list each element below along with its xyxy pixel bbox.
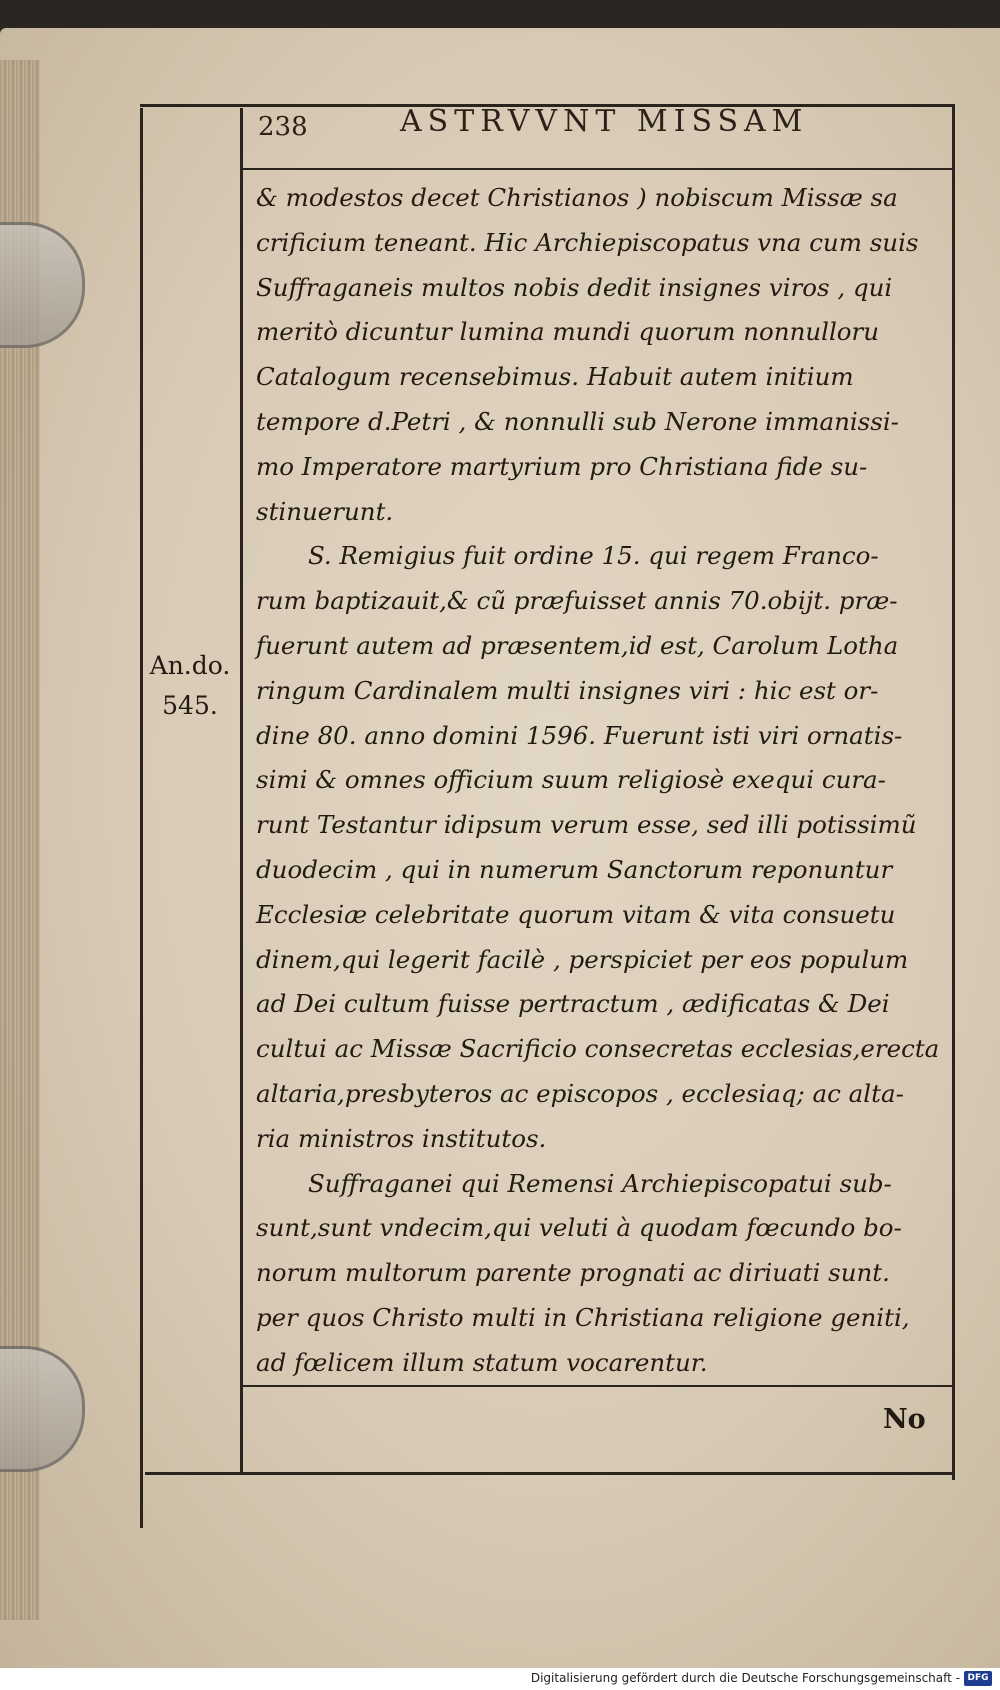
text-line: norum multorum parente prognati ac diriuati sunt.	[256, 1258, 890, 1288]
text-line: Suffraganei qui Remensi Archiepiscopatui sub-	[308, 1168, 892, 1198]
text-line: dinem,qui legerit facilè , perspiciet per eos populum	[256, 944, 909, 974]
text-line: altaria,presbyteros ac episcopos , ecclesiaq; ac alta-	[256, 1078, 904, 1108]
text-line: runt Testantur idipsum verum esse, sed illi potissimũ	[256, 810, 917, 840]
text-line: stinuerunt.	[256, 496, 394, 526]
text-line: ria ministros institutos.	[256, 1123, 547, 1153]
text-line: Suffraganeis multos nobis dedit insignes viros , qui	[256, 272, 893, 302]
dfg-logo: DFG	[964, 1671, 992, 1686]
page-number: 238	[258, 112, 308, 142]
text-line: dine 80. anno domini 1596. Fuerunt isti viri ornatis-	[256, 720, 903, 750]
frame-bottom-rule	[145, 1472, 955, 1475]
text-line: ad Dei cultum fuisse pertractum , ædificatas & Dei	[256, 989, 890, 1019]
text-line: & modestos decet Christianos ) nobiscum Missæ sa	[256, 183, 898, 212]
text-line: Catalogum recensebimus. Habuit autem initium	[256, 362, 854, 392]
header-rule	[243, 168, 952, 170]
text-line: Ecclesiæ celebritate quorum vitam & vita consuetu	[256, 899, 896, 929]
catchword: No	[883, 1404, 926, 1435]
text-line: rum baptizauit,& cũ præfuisset annis 70.obijt. præ-	[256, 586, 898, 616]
frame-right-rule	[952, 105, 955, 1480]
text-line: fuerunt autem ad præsentem,id est, Carolum Lotha	[256, 630, 899, 660]
text-line: ringum Cardinalem multi insignes viri : hic est or-	[256, 675, 879, 705]
text-line: mo Imperatore martyrium pro Christiana fide su-	[256, 451, 868, 481]
footer-credit: Digitalisierung gefördert durch die Deutsche Forschungsgemeinschaft -	[530, 1671, 960, 1685]
text-line: simi & omnes officium suum religiosè exequi cura-	[256, 765, 886, 795]
frame-left-rule	[140, 108, 143, 1528]
text-line: per quos Christo multi in Christiana religione geniti,	[256, 1302, 910, 1332]
margin-note	[140, 646, 240, 726]
text-line: duodecim , qui in numerum Sanctorum reponuntur	[256, 854, 893, 884]
body-text	[256, 176, 950, 1386]
margin-note-line: An.do.	[149, 651, 231, 680]
text-line: meritò dicuntur lumina mundi quorum nonnulloru	[256, 317, 880, 347]
text-line: cultui ac Missæ Sacrificio consecretas ecclesias,erecta	[256, 1034, 940, 1064]
margin-note-line: 545.	[162, 691, 218, 720]
text-line: ad fœlicem illum statum vocarentur.	[256, 1347, 708, 1377]
frame-inner-left-rule	[240, 108, 243, 1473]
running-head: ASTRVVNT MISSAM	[400, 104, 809, 139]
text-line: sunt,sunt vndecim,qui veluti à quodam fœcundo bo-	[256, 1213, 902, 1243]
text-line: crificium teneant. Hic Archiepiscopatus vna cum suis	[256, 227, 919, 257]
text-line: tempore d.Petri , & nonnulli sub Nerone immanissi-	[256, 406, 899, 436]
text-line: S. Remigius fuit ordine 15. qui regem Franco-	[308, 541, 879, 571]
